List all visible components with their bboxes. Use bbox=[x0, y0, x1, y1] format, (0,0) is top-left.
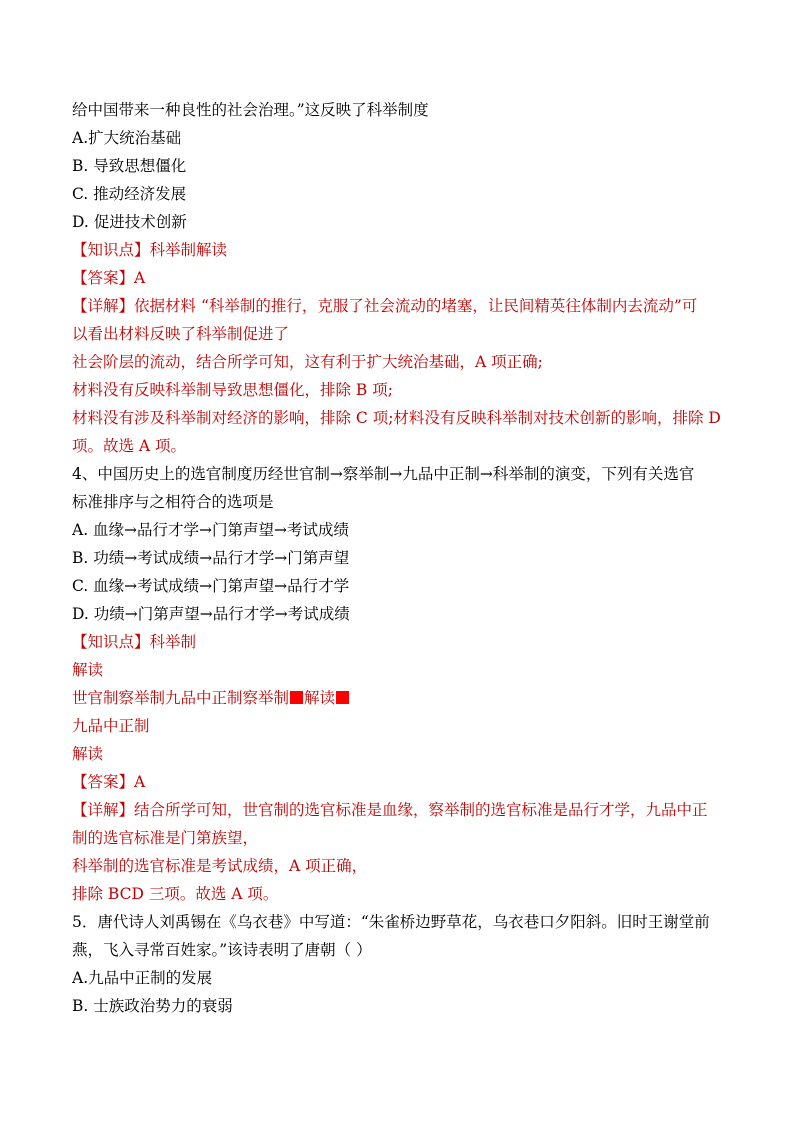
kp-label: 【知识点】 bbox=[72, 241, 150, 259]
answer-label: 【答案】 bbox=[72, 269, 135, 287]
q3-option-a: A.扩大统治基础 bbox=[72, 129, 182, 147]
q3-stem-end: 给中国带来一种良性的社会治理。”这反映了科举制度 bbox=[72, 101, 429, 119]
q3-answer bbox=[72, 264, 732, 292]
q4-kp-line-4: 九品中正制 bbox=[72, 717, 150, 735]
q3-detail-line-2: 以看出材料反映了科举制促进了 bbox=[72, 325, 290, 343]
q5-stem-line-1: 5．唐代诗人刘禹锡在《乌衣巷》中写道：“朱雀桥边野草花，乌衣巷口夕阳斜。旧时王谢堂前 bbox=[72, 913, 710, 931]
answer-label: 【答案】 bbox=[72, 773, 135, 791]
kp-text: 科举制 bbox=[149, 633, 197, 651]
q3-detail-line-1 bbox=[72, 292, 732, 320]
answer-text: A bbox=[134, 269, 146, 287]
q5-option-a: A.九品中正制的发展 bbox=[72, 969, 213, 987]
detail-label: 【详解】 bbox=[72, 801, 135, 819]
q4-option-b: B. 功绩→考试成绩→品行才学→门第声望 bbox=[72, 549, 350, 567]
detail-text: 依据材料 “科举制的推行，克服了社会流动的堵塞，让民间精英往体制内去流动”可 bbox=[134, 297, 698, 315]
q4-kp-line-3 bbox=[72, 684, 732, 712]
red-square-marker bbox=[336, 691, 349, 704]
q3-detail-line-3: 社会阶层的流动，结合所学可知，这有利于扩大统治基础，A 项正确; bbox=[72, 353, 543, 371]
red-square-marker bbox=[290, 691, 303, 704]
q4-detail-line-3: 科举制的选官标准是考试成绩，A 项正确， bbox=[72, 857, 368, 875]
kp-text: 科举制解读 bbox=[149, 241, 228, 259]
q4-option-a: A. 血缘→品行才学→门第声望→考试成绩 bbox=[72, 521, 350, 539]
q3-option-d: D. 促进技术创新 bbox=[72, 213, 187, 231]
q3-detail-line-6: 项。故选 A 项。 bbox=[72, 437, 187, 455]
q4-option-d: D. 功绩→门第声望→品行才学→考试成绩 bbox=[72, 605, 350, 623]
q3-option-c: C. 推动经济发展 bbox=[72, 185, 187, 203]
q3-detail-line-4: 材料没有反映科举制导致思想僵化，排除 B 项; bbox=[72, 381, 393, 399]
q4-kp-line-2: 解读 bbox=[72, 661, 104, 679]
q5-stem-line-2: 燕，飞入寻常百姓家。”该诗表明了唐朝（ ） bbox=[72, 941, 372, 959]
kp-systems-text: 世官制察举制九品中正制察举制 bbox=[72, 689, 290, 707]
q4-detail-line-1 bbox=[72, 796, 732, 824]
q4-stem-line-1: 4、中国历史上的选官制度历经世官制→察举制→九品中正制→科举制的演变，下列有关选官 bbox=[72, 465, 695, 483]
kp-interpret-text: 解读 bbox=[304, 689, 336, 707]
kp-label: 【知识点】 bbox=[72, 633, 150, 651]
q3-option-b: B. 导致思想僵化 bbox=[72, 157, 187, 175]
document-page bbox=[72, 96, 732, 1020]
detail-text: 结合所学可知，世官制的选官标准是血缘，察举制的选官标准是品行才学，九品中正 bbox=[134, 801, 708, 819]
q4-stem-line-2: 标准排序与之相符合的选项是 bbox=[72, 493, 274, 511]
q4-knowledge-point bbox=[72, 628, 732, 656]
q3-knowledge-point bbox=[72, 236, 732, 264]
q4-option-c: C. 血缘→考试成绩→门第声望→品行才学 bbox=[72, 577, 350, 595]
q3-detail-line-5: 材料没有涉及科举制对经济的影响，排除 C 项;材料没有反映科举制对技术创新的影响，排除 D bbox=[72, 409, 721, 427]
q4-detail-line-2: 制的选官标准是门第族望， bbox=[72, 829, 259, 847]
q4-detail-line-4: 排除 BCD 三项。故选 A 项。 bbox=[72, 885, 279, 903]
answer-text: A bbox=[134, 773, 146, 791]
q5-option-b: B. 士族政治势力的衰弱 bbox=[72, 997, 233, 1015]
q4-kp-line-5: 解读 bbox=[72, 745, 104, 763]
q4-answer bbox=[72, 768, 732, 796]
detail-label: 【详解】 bbox=[72, 297, 135, 315]
